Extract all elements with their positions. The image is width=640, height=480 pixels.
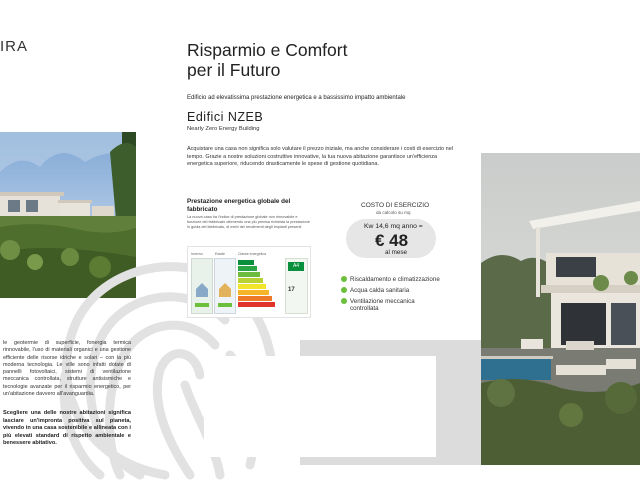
title-line-2: per il Futuro: [187, 60, 281, 80]
nzeb-heading: Edifici NZEB: [187, 110, 264, 124]
feature-ventilation: Ventilazione meccanica controllata: [350, 298, 415, 313]
cost-kw-text: Kw 14,6 mq anno =: [364, 223, 423, 230]
nzeb-subheading: Nearly Zero Energy Building: [187, 126, 260, 132]
energy-class-badge: [285, 258, 308, 314]
energy-label-card: [187, 246, 311, 318]
right-villa-photo: [481, 153, 640, 465]
card-mid-label: Estate: [215, 252, 225, 256]
card-left-label: Inverno: [191, 252, 203, 256]
title-line-1: Risparmio e Comfort: [187, 40, 348, 60]
cost-title: COSTO DI ESERCIZIO: [361, 202, 430, 209]
feature-hot-water: Acqua calda sanitaria: [350, 287, 410, 294]
winter-indicator: [191, 258, 213, 314]
performance-title: Prestazione energetica globale del fabbricato: [187, 198, 291, 213]
left-page-label: IRA: [0, 38, 29, 55]
performance-text: La nuova casa ha l'indice di prestazione globale non rinnovabile e funzione del fabbricato ottenendo una più precisa richiesta la prestazione in guida del fabbricato, di metri dei rendimenti degli impianti presenti: [187, 215, 310, 230]
card-right-label: Classe energetica: [238, 252, 267, 256]
page-title: [187, 40, 347, 80]
cost-subtitle: da calcolo su mq: [376, 210, 411, 215]
cost-period: al mese: [385, 249, 408, 256]
summer-indicator: [214, 258, 236, 314]
intro-paragraph: Acquistare una casa non significa solo valutare il prezzo iniziale, ma anche considerare i costi di esercizio nel tempo. Grazie a nostre soluzioni costruttive innovative, la tua nuova abitazione garantisce un'efficienza energetica superiore, riducendo drasticamente le spese di gestione quotidiana.: [187, 146, 453, 168]
feature-bullet-icon: [341, 276, 347, 282]
cost-price: € 48: [375, 231, 409, 250]
left-body-text: le geotermie di superficie, fonergia termica rinnovabile, l'uso di materiali organici e una gestione efficiente delle risorse idriche e solari – con la più moderna tecnologia. Le ville sono infatti dotate di pannelli fotovoltaici, sistemi di ventilazione meccanica controllata, strutture antisismiche e tecnologie avanzate per il risparmio energetico, per un'abitazione davvero all'avanguardia.: [3, 340, 131, 398]
energy-index-value: 17: [288, 287, 295, 293]
energy-class-value: A4: [288, 262, 304, 271]
feature-bullet-icon: [341, 298, 347, 304]
feature-bullet-icon: [341, 287, 347, 293]
feature-heating: Riscaldamento e climatizzazione: [350, 276, 440, 283]
page-subtitle: Edificio ad elevatissima prestazione energetica e a bassissimo impatto ambientale: [187, 95, 406, 101]
energy-class-scale: [238, 258, 282, 312]
left-highlight-text: Scegliere una delle nostre abitazioni significa lasciare un'impronta positiva sul pianeta, vivendo in una casa sostenibile e allineata con i più elevati standard di rispetto ambientale e benessere abitativo.: [3, 410, 131, 447]
blank-box: [204, 356, 436, 457]
